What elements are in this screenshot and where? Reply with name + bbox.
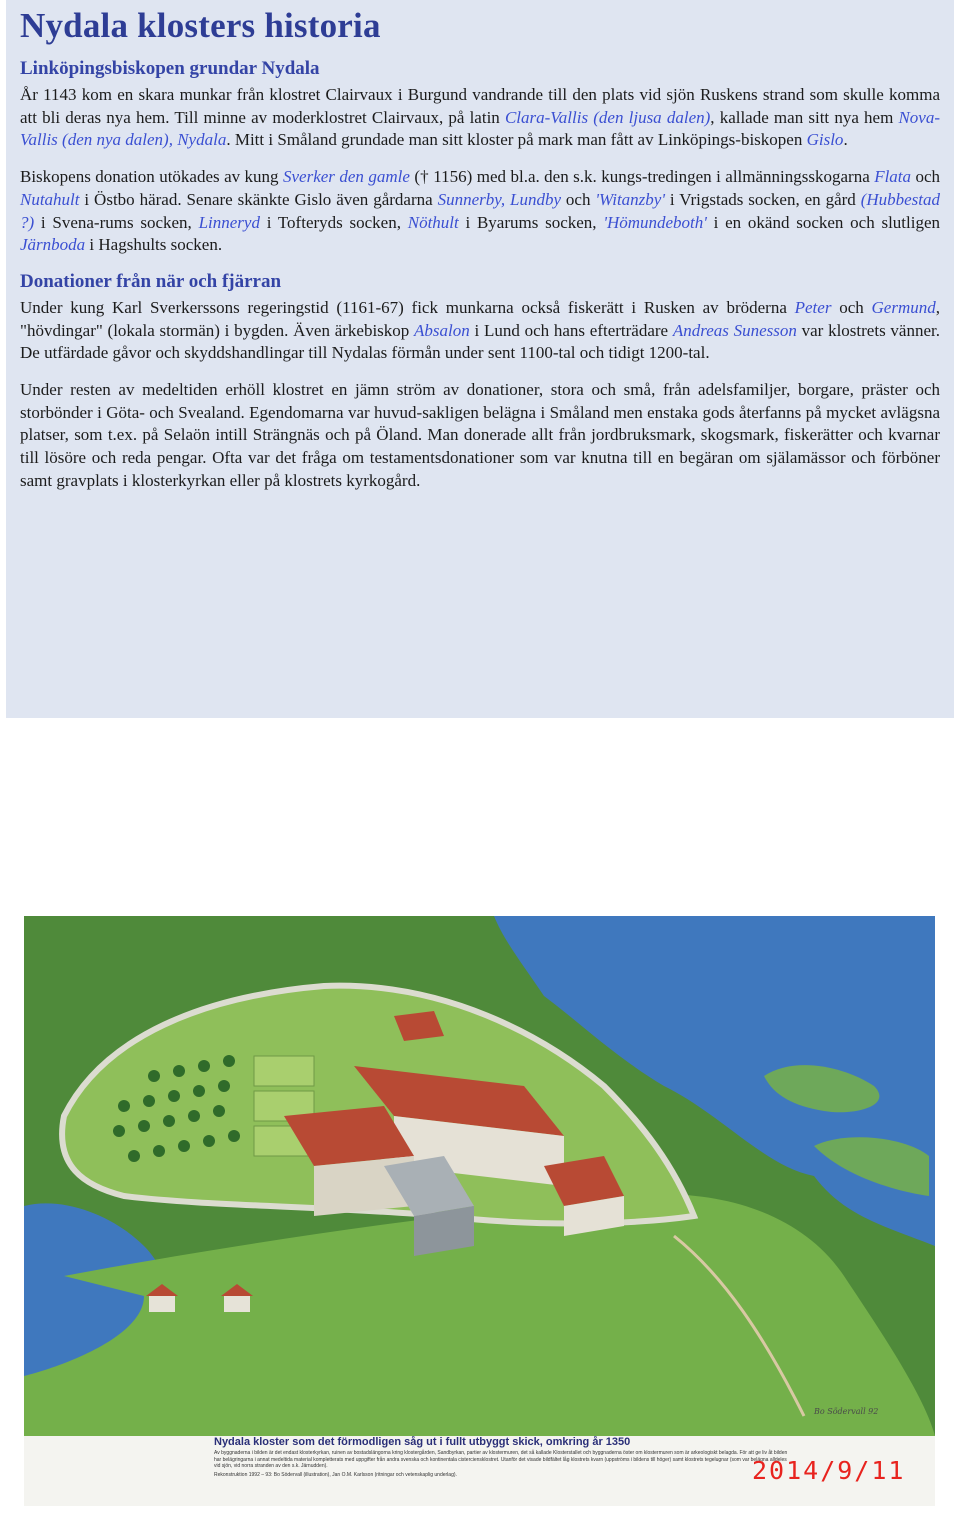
text-run: i Svena-rums socken, [34, 212, 199, 232]
text-run: och [831, 297, 872, 317]
proper-name: Linneryd [198, 212, 260, 232]
illustration-artwork [24, 916, 935, 1506]
text-run: År 1143 kom en skara munkar från klostret Clairvaux i Burgund vandrande till den plats vid sjön Ruskens strand som skulle komma att bli deras nya hem. Till minne av moderklostret Clairvaux, på latin [20, 85, 940, 127]
paragraph-donation [20, 166, 940, 257]
text-run: . Mitt i Småland grundade man sitt kloster på mark man fått av Linköpings-biskopen [226, 130, 807, 150]
text-run: , "hövdingar" (lokala stormän) i bygden. Även ärkebiskop [20, 297, 940, 340]
text-run: och [911, 167, 941, 187]
text-run: i Byarums socken, [458, 212, 604, 232]
paragraph-founding [20, 84, 940, 152]
section-heading-donations: Donationer från när och fjärran [20, 270, 282, 292]
paragraph-medieval-donations [20, 379, 940, 493]
proper-name: Nutahult [20, 189, 80, 209]
text-run: , kallade man sitt nya hem [710, 107, 899, 127]
text-run: var klostrets vänner. De utfärdade gåvor och skyddshandlingar till Nydalas förmån under sent 1100-tal och tidigt 1200-tal. [20, 320, 940, 363]
proper-name: Järnboda [20, 235, 86, 255]
proper-name: Sverker den gamle [283, 167, 410, 187]
date-stamp: 2014/9/11 [752, 1456, 906, 1485]
text-run: i Tofteryds socken, [259, 212, 408, 232]
proper-name: Nova-Vallis (den nya dalen), Nydala [20, 107, 940, 150]
proper-name: Germund [871, 297, 936, 317]
proper-name: Andreas Sunesson [672, 320, 797, 340]
caption-credit: Rekonstruktion 1992 – 93: Bo Södervall (illustration), Jan O.M. Karlsson (ritningar och vetenskaplig underlag). [214, 1471, 457, 1478]
text-run: Under kung Karl Sverkerssons regeringstid (1161-67) fick munkarna också fiskerätt i Rusken av bröderna [20, 297, 795, 317]
text-run: och [561, 189, 596, 209]
paragraph-karl-sverkersson [20, 297, 940, 365]
text-run: i Hagshults socken. [85, 235, 223, 255]
proper-name: Peter [794, 297, 832, 317]
text-run: i Östbo härad. Senare skänkte Gislo även gårdarna [79, 189, 438, 209]
text-run: i Vrigstads socken, en gård [664, 189, 861, 209]
text-run: Biskopens donation utökades av kung [20, 167, 283, 187]
proper-name: Nöthult [407, 212, 459, 232]
text-run: Under resten av medeltiden erhöll klostret en jämn ström av donationer, stora och små, från adelsfamiljer, borgare, präster och storbönder i Göta- och Svealand. Egendomarna var huvud-sakligen belägna i Småland men enstaka gods återfanns på mycket avlägsna platser, som t.ex. på Selaön intill Strängnäs och på Öland. Man donerade allt från jordbruksmark, skogsmark, fiskerätter och kvarnar till lösöre och reda pengar. Ofta var det fråga om testamentsdonationer som var knutna till en begäran om själamässor och förböner samt gravplats i klosterkyrkan eller på klostrets kyrkogård. [20, 380, 940, 490]
text-run: i en okänd socken och slutligen [706, 212, 941, 232]
page-title: Nydala klosters historia [20, 6, 381, 45]
proper-name: Clara-Vallis (den ljusa dalen) [504, 107, 711, 127]
proper-name: Flata [874, 167, 912, 187]
text-run: i Lund och hans efterträdare [469, 320, 673, 340]
proper-name: Absalon [414, 320, 470, 340]
illustration-caption [214, 1436, 794, 1478]
history-text-panel [6, 0, 954, 718]
monastery-illustration [24, 916, 935, 1506]
caption-title: Nydala kloster som det förmodligen såg ut i fullt utbyggt skick, omkring år 1350 [214, 1436, 631, 1448]
proper-name: Gislo [806, 130, 844, 150]
proper-name: Sunnerby, Lundby [437, 189, 562, 209]
proper-name: (Hubbestad ?) [20, 189, 941, 232]
proper-name: 'Witanzby' [595, 189, 665, 209]
caption-body: Av byggnaderna i bilden är det endast klosterkyrkan, ruinen av bostadslängorna kring klostergården, Sandbyrkan, partier av klostermuren, det så kallade Klosterstallet och byggnaderna öster om klostermuren som är arkeologiskt belagda. För att ge liv åt bilden har belägringarna i annat medeltida material kompletterats med uppgifter från andra svenska och kontinentala cisterciensklostret. Utanför det visade bildfältet låg klostrets kvarn (uppströms i bildens till höger) samt klostrets tegelugnar (som var belägna alldeles vid sjön, vid norra stranden av den s.k. Järnudden). [214, 1450, 788, 1469]
text-run: . [843, 130, 848, 150]
section-heading-founding: Linköpingsbiskopen grundar Nydala [20, 58, 320, 79]
text-run: († 1156) med bl.a. den s.k. kungs-tredingen i allmänningsskogarna [409, 167, 875, 187]
artist-signature: Bo Södervall 92 [814, 1407, 879, 1416]
proper-name: 'Hömundeboth' [603, 212, 707, 232]
